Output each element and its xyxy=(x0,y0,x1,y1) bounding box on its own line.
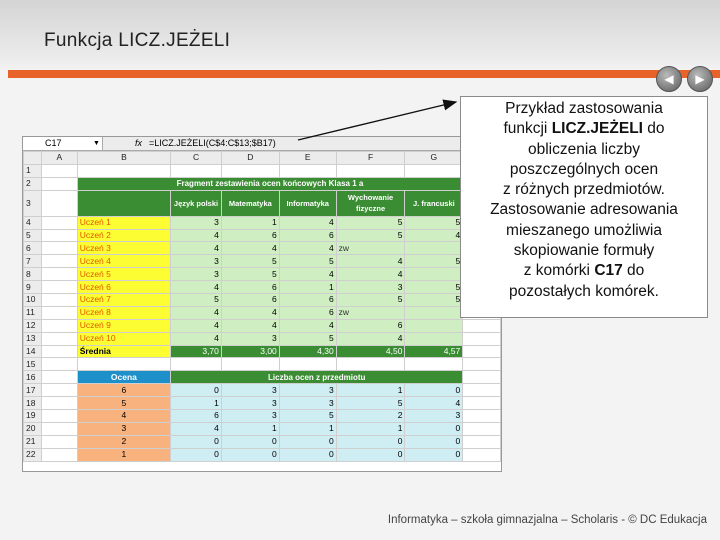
average-value[interactable]: 3,70 xyxy=(171,345,222,358)
grade-cell[interactable]: 3 xyxy=(171,268,222,281)
grade-cell[interactable]: 5 xyxy=(405,281,463,294)
name-box[interactable]: C17 xyxy=(23,137,103,150)
fx-icon[interactable]: fx xyxy=(135,138,143,148)
student-name[interactable]: Uczeń 4 xyxy=(77,255,170,268)
subject-header[interactable]: J. francuski xyxy=(405,190,463,216)
average-value[interactable]: 4,57 xyxy=(405,345,463,358)
count-value[interactable]: 0 xyxy=(405,384,463,397)
grade-cell[interactable]: 6 xyxy=(279,294,336,307)
count-value[interactable]: 5 xyxy=(336,397,405,410)
count-value[interactable]: 1 xyxy=(171,397,222,410)
row-header[interactable]: 18 xyxy=(24,397,42,410)
row-header[interactable]: 1 xyxy=(24,164,42,177)
callout-line: obliczenia liczby xyxy=(528,140,640,158)
count-value[interactable]: 0 xyxy=(171,435,222,448)
student-name[interactable]: Uczeń 9 xyxy=(77,319,170,332)
column-header[interactable]: B xyxy=(77,152,170,165)
student-name[interactable]: Uczeń 7 xyxy=(77,294,170,307)
grade-cell[interactable]: 6 xyxy=(336,319,405,332)
row-header[interactable]: 16 xyxy=(24,371,42,384)
count-value[interactable]: 5 xyxy=(279,410,336,423)
callout-line: mieszanego umożliwia xyxy=(506,221,662,239)
row-header[interactable]: 2 xyxy=(24,177,42,190)
grade-cell[interactable]: 5 xyxy=(405,216,463,229)
grade-cell[interactable]: 5 xyxy=(405,255,463,268)
count-value[interactable]: 3 xyxy=(221,384,279,397)
callout-line: skopiowanie formuły xyxy=(513,242,655,260)
callout-line: z różnych przedmiotów. xyxy=(503,181,665,199)
grade-cell[interactable]: 4 xyxy=(336,268,405,281)
callout-line: Przykład zastosowania xyxy=(505,100,663,117)
row-header[interactable]: 6 xyxy=(24,242,42,255)
grade-cell[interactable]: 4 xyxy=(221,319,279,332)
callout-text: funkcji xyxy=(503,120,552,138)
grade-value[interactable]: 4 xyxy=(77,410,170,423)
count-value[interactable]: 4 xyxy=(405,397,463,410)
grade-cell[interactable]: 4 xyxy=(221,306,279,319)
count-value[interactable]: 4 xyxy=(171,422,222,435)
student-name[interactable]: Uczeń 6 xyxy=(77,281,170,294)
row-header[interactable]: 22 xyxy=(24,448,42,461)
callout-line: pozostałych komórek. xyxy=(509,282,659,300)
grade-cell[interactable]: 4 xyxy=(279,242,336,255)
grade-value[interactable]: 5 xyxy=(77,397,170,410)
grade-cell[interactable]: 4 xyxy=(171,242,222,255)
subject-header[interactable]: Wychowanie fizyczne xyxy=(336,190,405,216)
count-value[interactable]: 0 xyxy=(171,384,222,397)
count-value[interactable]: 0 xyxy=(279,435,336,448)
grade-cell[interactable]: 4 xyxy=(171,281,222,294)
row-header[interactable]: 9 xyxy=(24,281,42,294)
row-header[interactable]: 5 xyxy=(24,229,42,242)
grade-cell[interactable]: 5 xyxy=(336,294,405,307)
callout-line xyxy=(461,119,707,139)
row-header[interactable]: 11 xyxy=(24,306,42,319)
grade-cell[interactable]: 4 xyxy=(171,319,222,332)
grade-cell[interactable]: 6 xyxy=(221,229,279,242)
average-label[interactable]: Średnia xyxy=(77,345,170,358)
count-value[interactable]: 1 xyxy=(279,422,336,435)
grade-cell[interactable]: 3 xyxy=(171,216,222,229)
grade-cell[interactable]: 4 xyxy=(171,306,222,319)
grade-cell[interactable]: 3 xyxy=(336,281,405,294)
callout-emphasis: C17 xyxy=(594,262,623,280)
count-value[interactable]: 0 xyxy=(221,435,279,448)
row-header[interactable]: 15 xyxy=(24,358,42,371)
count-value[interactable]: 0 xyxy=(336,435,405,448)
grade-value[interactable]: 6 xyxy=(77,384,170,397)
count-value[interactable]: 1 xyxy=(336,422,405,435)
explanation-callout xyxy=(460,96,708,318)
chevron-left-icon[interactable]: ◀ xyxy=(656,66,682,92)
grade-cell[interactable]: zw xyxy=(336,242,405,255)
count-value[interactable]: 0 xyxy=(405,422,463,435)
callout-emphasis: LICZ.JEŻELI xyxy=(551,120,643,138)
grade-cell[interactable]: 5 xyxy=(171,294,222,307)
grade-cell[interactable]: 6 xyxy=(279,229,336,242)
formula-text[interactable]: =LICZ.JEŻELI(C$4:C$13;$B17) xyxy=(149,138,276,148)
slide-title: Funkcja LICZ.JEŻELI xyxy=(44,30,231,51)
count-value[interactable]: 3 xyxy=(279,397,336,410)
count-value[interactable]: 3 xyxy=(221,397,279,410)
row-header[interactable]: 12 xyxy=(24,319,42,332)
grade-cell[interactable]: 6 xyxy=(221,281,279,294)
column-header[interactable]: A xyxy=(41,152,77,165)
count-value[interactable]: 6 xyxy=(171,410,222,423)
grade-cell[interactable]: 5 xyxy=(279,332,336,345)
column-header[interactable]: G xyxy=(405,152,463,165)
average-value[interactable]: 4,50 xyxy=(336,345,405,358)
average-value[interactable]: 3,00 xyxy=(221,345,279,358)
column-header[interactable]: F xyxy=(336,152,405,165)
chevron-right-icon[interactable]: ▶ xyxy=(687,66,713,92)
grade-cell[interactable]: 4 xyxy=(171,229,222,242)
count-value[interactable]: 3 xyxy=(405,410,463,423)
callout-text: z komórki xyxy=(523,262,595,280)
row-header[interactable]: 8 xyxy=(24,268,42,281)
grade-cell[interactable]: zw xyxy=(336,306,405,319)
count-value[interactable]: 0 xyxy=(336,448,405,461)
count-value[interactable]: 1 xyxy=(221,422,279,435)
count-value[interactable]: 0 xyxy=(221,448,279,461)
column-header[interactable]: D xyxy=(221,152,279,165)
count-value[interactable]: 0 xyxy=(405,448,463,461)
row-header[interactable]: 19 xyxy=(24,410,42,423)
callout-line xyxy=(461,261,707,281)
grade-cell[interactable]: 4 xyxy=(279,319,336,332)
grade-cell[interactable]: 5 xyxy=(405,294,463,307)
grade-cell[interactable]: 6 xyxy=(279,306,336,319)
subject-header[interactable]: Język polski xyxy=(171,190,222,216)
grade-cell[interactable]: 3 xyxy=(171,255,222,268)
grade-column-header[interactable]: Ocena xyxy=(77,371,170,384)
chevron-down-icon[interactable]: ▼ xyxy=(93,140,100,147)
row-header[interactable]: 21 xyxy=(24,435,42,448)
grade-cell[interactable]: 4 xyxy=(221,242,279,255)
grade-cell[interactable]: 5 xyxy=(336,229,405,242)
grade-cell[interactable]: 3 xyxy=(221,332,279,345)
average-value[interactable]: 4,30 xyxy=(279,345,336,358)
callout-line: poszczególnych ocen xyxy=(509,160,659,178)
grade-cell[interactable]: 6 xyxy=(221,294,279,307)
grade-value[interactable]: 3 xyxy=(77,422,170,435)
grade-cell[interactable]: 4 xyxy=(405,229,463,242)
callout-line: Zastosowanie adresowania xyxy=(490,201,678,219)
count-value[interactable]: 3 xyxy=(279,384,336,397)
row-header[interactable]: 13 xyxy=(24,332,42,345)
callout-text: do xyxy=(622,262,645,280)
footer: Informatyka – szkoła gimnazjalna – Scholaris - © DC Edukacja xyxy=(387,514,707,526)
grade-cell[interactable]: 4 xyxy=(171,332,222,345)
callout-text: do xyxy=(642,120,665,138)
subject-header[interactable]: Informatyka xyxy=(279,190,336,216)
student-name[interactable]: Uczeń 1 xyxy=(77,216,170,229)
table-title[interactable]: Fragment zestawienia ocen końcowych Klasa 1 a xyxy=(77,177,463,190)
student-name[interactable]: Uczeń 10 xyxy=(77,332,170,345)
row-header[interactable]: 4 xyxy=(24,216,42,229)
row-header[interactable]: 10 xyxy=(24,294,42,307)
column-header[interactable]: E xyxy=(279,152,336,165)
row-header[interactable]: 17 xyxy=(24,384,42,397)
count-value[interactable]: 0 xyxy=(279,448,336,461)
grade-cell[interactable]: 1 xyxy=(221,216,279,229)
row-header[interactable]: 14 xyxy=(24,345,42,358)
student-name[interactable]: Uczeń 2 xyxy=(77,229,170,242)
grade-cell[interactable]: 4 xyxy=(336,332,405,345)
count-value[interactable]: 0 xyxy=(405,435,463,448)
grade-cell[interactable]: 5 xyxy=(279,255,336,268)
column-header[interactable]: C xyxy=(171,152,222,165)
grade-cell[interactable]: 4 xyxy=(279,268,336,281)
grade-cell[interactable]: 1 xyxy=(279,281,336,294)
student-name[interactable]: Uczeń 5 xyxy=(77,268,170,281)
count-value[interactable]: 3 xyxy=(221,410,279,423)
count-header[interactable]: Liczba ocen z przedmiotu xyxy=(171,371,463,384)
grade-value[interactable]: 1 xyxy=(77,448,170,461)
grade-cell[interactable]: 4 xyxy=(336,255,405,268)
grade-cell[interactable]: 5 xyxy=(336,216,405,229)
count-value[interactable]: 2 xyxy=(336,410,405,423)
grade-cell[interactable]: 5 xyxy=(221,268,279,281)
row-header[interactable]: 20 xyxy=(24,422,42,435)
grade-value[interactable]: 2 xyxy=(77,435,170,448)
subject-header[interactable]: Matematyka xyxy=(221,190,279,216)
student-name[interactable]: Uczeń 3 xyxy=(77,242,170,255)
count-value[interactable]: 1 xyxy=(336,384,405,397)
grade-cell[interactable]: 5 xyxy=(221,255,279,268)
row-header[interactable]: 7 xyxy=(24,255,42,268)
student-name[interactable]: Uczeń 8 xyxy=(77,306,170,319)
grade-cell[interactable]: 4 xyxy=(279,216,336,229)
row-header[interactable]: 3 xyxy=(24,190,42,216)
count-value[interactable]: 0 xyxy=(171,448,222,461)
